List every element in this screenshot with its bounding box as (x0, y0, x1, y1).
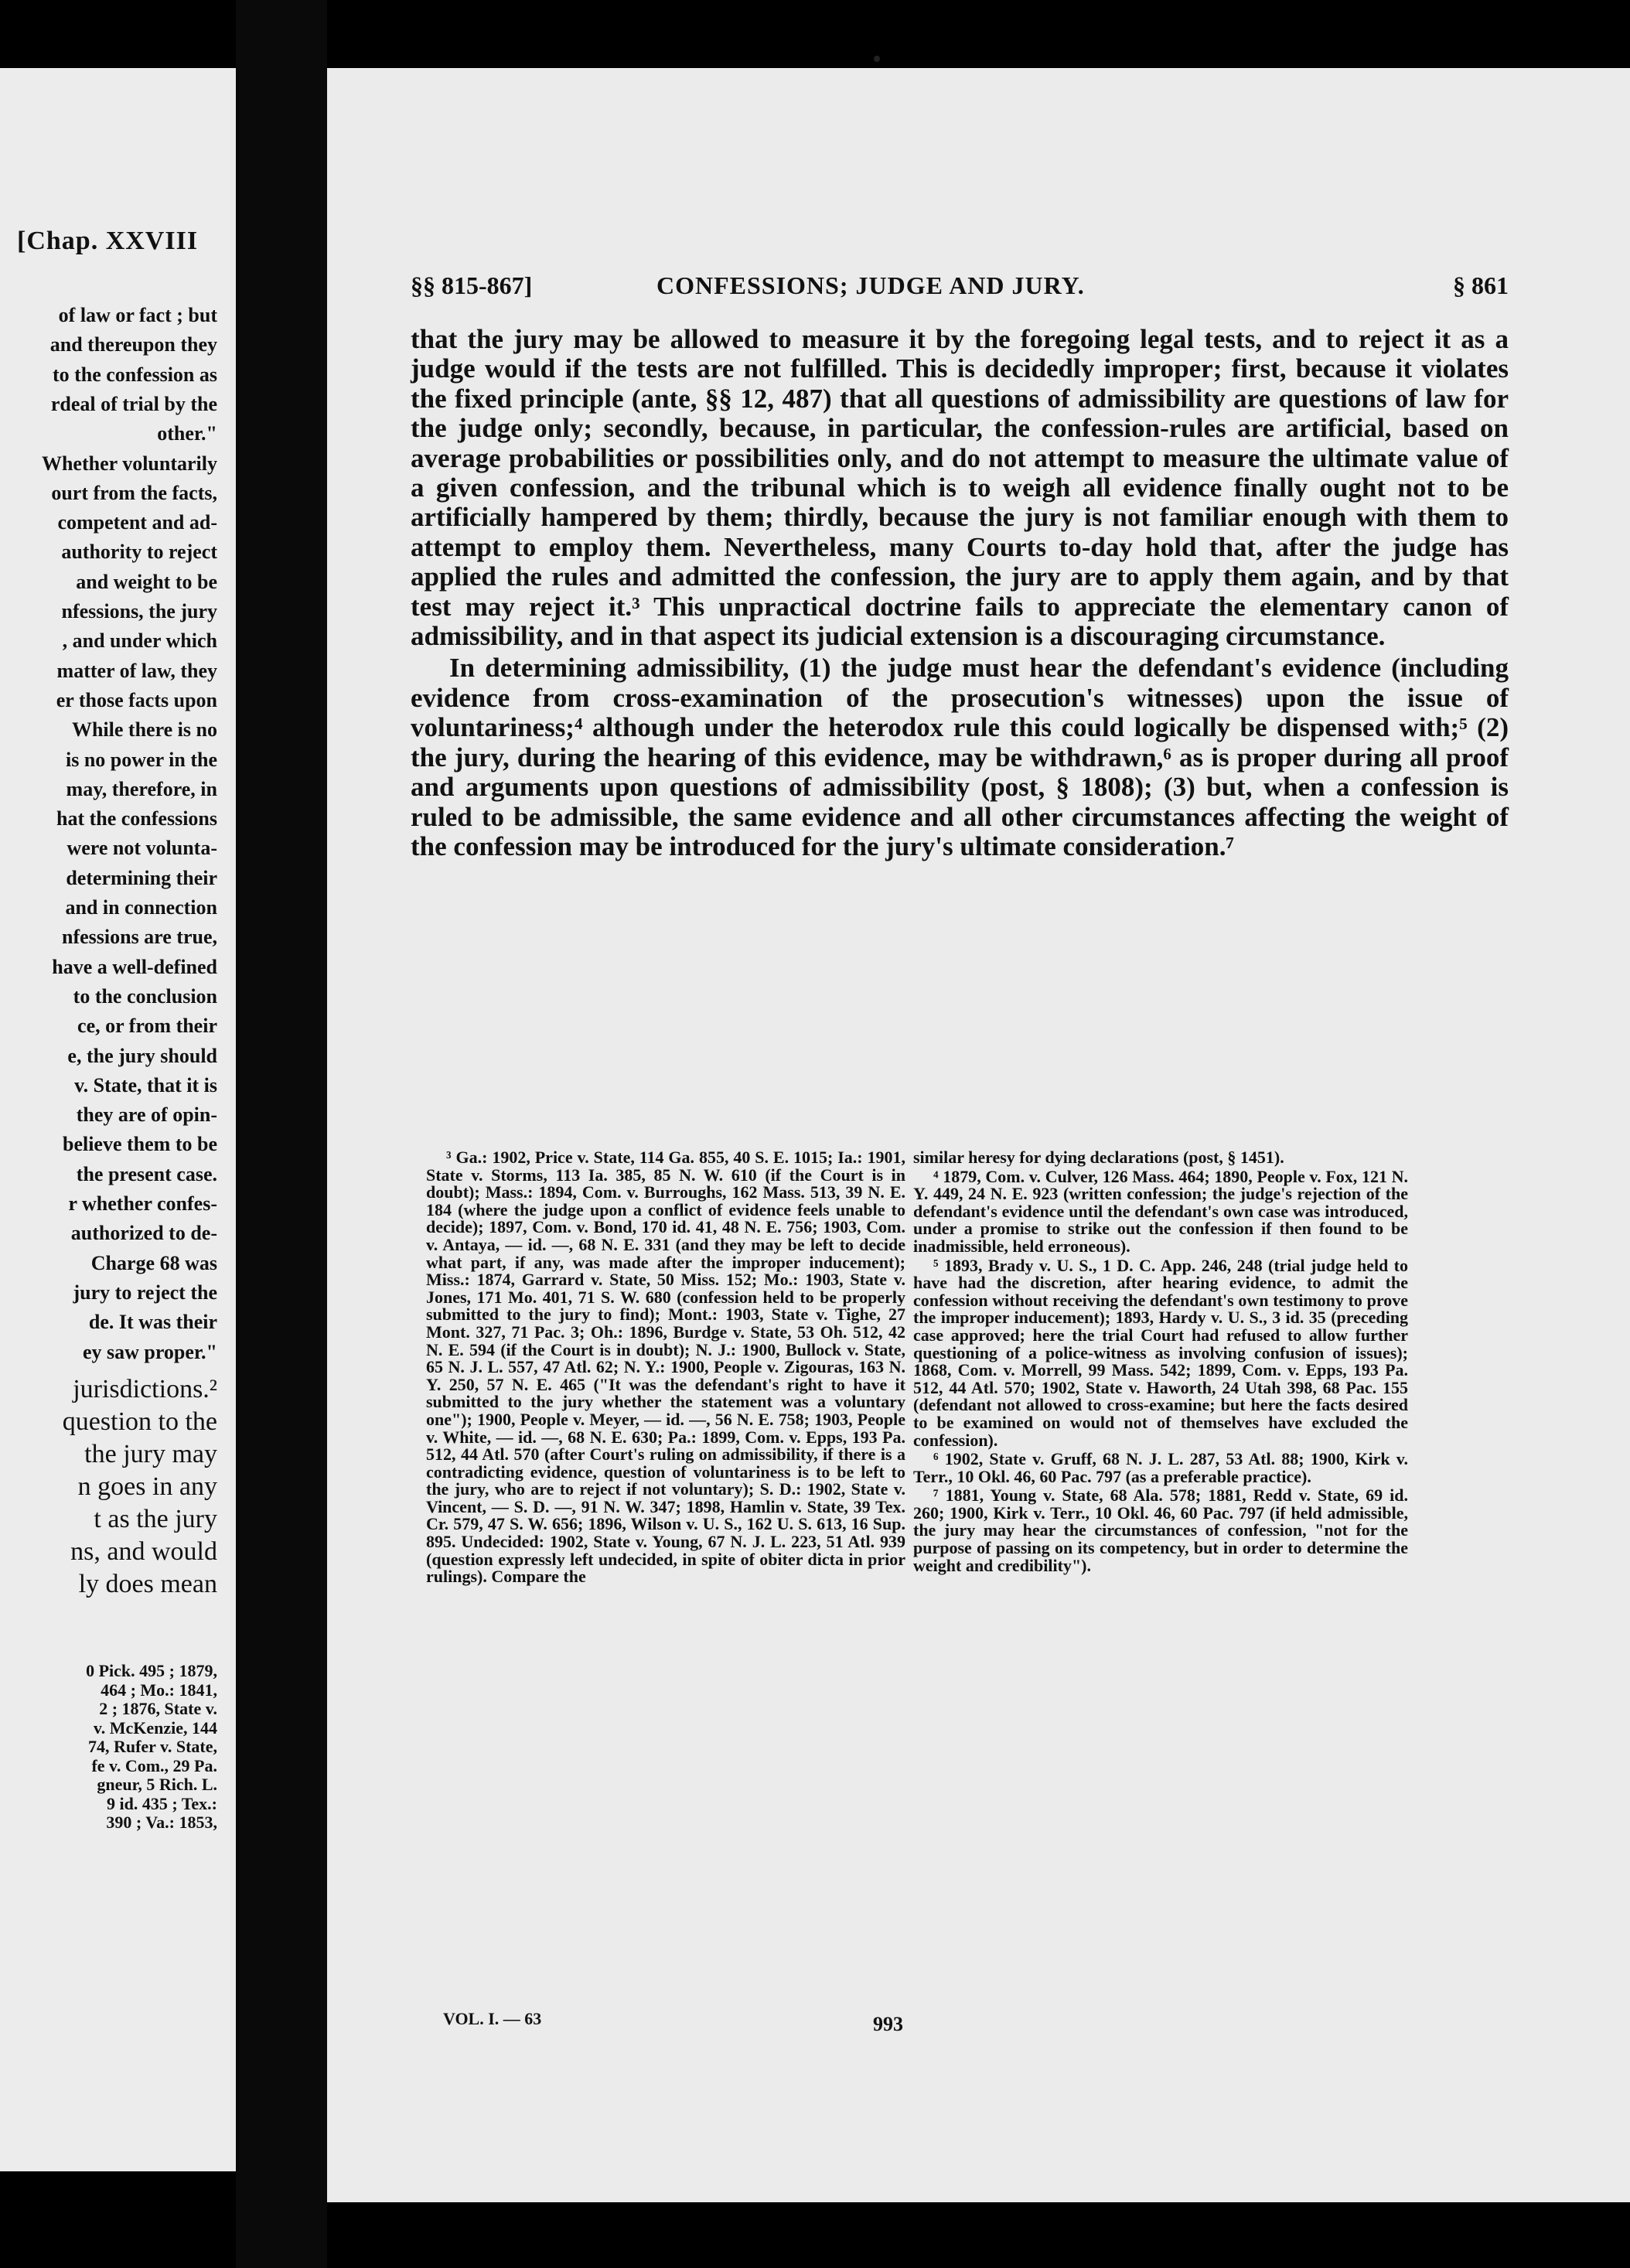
left-page-line: 74, Rufer v. State, (87, 1737, 217, 1756)
left-page-line: have a well-defined (52, 955, 217, 978)
body-paragraph: In determining admissibility, (1) the judge must hear the defendant's evidence (including evidence from cross-examination of the prosecution's witnesses) upon the issue of voluntariness;⁴ although under the heterodox rule this could logically be dispensed with;⁵ (2) the jury, during the hearing of this evidence, may be withdrawn,⁶ as is proper during all proof and arguments upon questions of admissibility (post, § 1808); (3) but, when a confession is ruled to be admissible, the same evidence and all other circumstances affecting the weight of the confession may be introduced for the jury's ultimate consideration.⁷ (411, 653, 1509, 861)
left-page-line: ns, and would (70, 1537, 217, 1566)
left-page-line: v. McKenzie, 144 (93, 1717, 217, 1738)
footnotes-column-left (426, 1149, 905, 1588)
left-page-line: de. It was their (88, 1311, 217, 1334)
left-page-line: n goes in any (77, 1472, 217, 1501)
left-page-line: matter of law, they (56, 659, 217, 682)
left-page-line: 0 Pick. 495 ; 1879, (86, 1661, 217, 1680)
left-page-line: authority to reject (61, 541, 217, 564)
left-page-line: and weight to be (76, 570, 217, 593)
main-page (327, 68, 1630, 2202)
left-page-line: the present case. (76, 1162, 217, 1185)
left-page-line: to the conclusion (73, 984, 217, 1008)
left-page-line: ly does mean (78, 1570, 217, 1598)
left-page-line: jurisdictions.² (73, 1375, 217, 1403)
left-page-line: 390 ; Va.: 1853, (106, 1813, 217, 1832)
left-page-line: r whether confes- (68, 1192, 217, 1215)
left-page-line: other." (157, 422, 217, 445)
left-page-line: Charge 68 was (90, 1251, 217, 1274)
left-page-line: of law or fact ; but (58, 304, 217, 326)
left-page-line: authorized to de- (70, 1222, 217, 1245)
left-page-line: hat the confessions (56, 807, 217, 830)
header-section-range: §§ 815-867] (411, 271, 533, 299)
left-page-line: , and under which (62, 629, 217, 653)
volume-signature: VOL. I. — 63 (443, 2009, 542, 2028)
left-page-line: question to the (62, 1407, 217, 1436)
header-section-number: § 861 (1453, 271, 1509, 299)
left-page-line: Whether voluntarily (41, 452, 217, 475)
left-page-line: and in connection (65, 896, 217, 919)
left-page-line: jury to reject the (73, 1281, 217, 1304)
left-page-line: t as the jury (94, 1505, 217, 1533)
left-page-line: and thereupon they (49, 333, 217, 356)
footnote: ⁴ 1879, Com. v. Culver, 126 Mass. 464; 1890, People v. Fox, 121 N. Y. 449, 24 N. E. 923 (written confession; the judge's rejection of the defendant's evidence until the defendant's own case was introduced, under a promise to strike out the confession if then found to be inadmissible, held erroneous). (913, 1166, 1408, 1256)
left-page-line: gneur, 5 Rich. L. (97, 1775, 217, 1794)
left-page-line: ey saw proper." (82, 1340, 217, 1363)
footnote-continuation: similar heresy for dying declarations (post, § 1451). (913, 1148, 1284, 1167)
footnotes-column-right (913, 1149, 1408, 1576)
footnote: ⁶ 1902, State v. Gruff, 68 N. J. L. 287, 53 Atl. 88; 1900, Kirk v. Terr., 10 Okl. 46, 60 Pac. 797 (as a preferable practice). (913, 1449, 1408, 1486)
footnote: ⁷ 1881, Young v. State, 68 Ala. 578; 1881, Redd v. State, 69 id. 260; 1900, Kirk v. Terr., 10 Okl. 46, 60 Pac. 797 (if held admissible, the jury may hear the circumstances of confession, "not for the purpose of passing on its competency, but in order to determine the weight and credibility"). (913, 1485, 1408, 1575)
left-page-line: 464 ; Mo.: 1841, (101, 1680, 217, 1700)
left-page-line: er those facts upon (56, 688, 217, 711)
left-page-line: ourt from the facts, (51, 481, 217, 504)
left-page-line: 2 ; 1876, State v. (99, 1699, 217, 1718)
left-page-line: rdeal of trial by the (50, 392, 217, 415)
left-page-line: nfessions are true, (61, 926, 217, 949)
header-title: CONFESSIONS; JUDGE AND JURY. (656, 271, 1085, 299)
left-page-line: were not volunta- (66, 837, 217, 860)
page-number: 993 (873, 2013, 903, 2035)
running-header (411, 271, 1509, 309)
left-page-line: they are of opin- (76, 1103, 217, 1127)
left-page-line: While there is no (71, 718, 217, 742)
left-page-line: believe them to be (62, 1133, 217, 1156)
left-page-line: is no power in the (66, 748, 217, 771)
left-page-line: 9 id. 435 ; Tex.: (106, 1793, 217, 1813)
body-paragraph: that the jury may be allowed to measure it by the foregoing legal tests, and to reject it as a judge would if the tests are not fulfilled. This is decidedly improper; first, because it violates the fixed principle (ante, §§ 12, 487) that all questions of admissibility are questions of law for the judge only; secondly, because, in particular, the confession-rules are artificial, based on average probabilities or possibilities only, and do not attempt to measure the ultimate value of a given confession, and the tribunal which is to weigh all evidence finally ought not to be artificially hampered by them; thirdly, because the jury is not familiar enough with them to attempt to employ them. Nevertheless, many Courts to-day hold that, after the judge has applied the rules and admitted the confession, the jury are to apply them again, and by that test may reject it.³ This unpractical doctrine fails to appreciate the elementary canon of admissibility, and in that aspect its judicial extension is a discouraging circumstance. (411, 324, 1509, 652)
left-page-line: nfessions, the jury (61, 600, 217, 622)
left-page-chapter-heading: [Chap. XXVIII (17, 227, 199, 255)
left-page-line: the jury may (84, 1440, 217, 1468)
left-page-fragment (0, 68, 236, 2171)
book-gutter (236, 0, 327, 2268)
left-page-line: fe v. Com., 29 Pa. (91, 1755, 217, 1775)
left-page-line: v. State, that it is (74, 1073, 217, 1096)
left-page-line: e, the jury should (67, 1044, 217, 1067)
main-body-text (411, 325, 1509, 861)
scan-speck (874, 56, 880, 62)
left-page-line: ce, or from their (77, 1015, 217, 1038)
footnote: ³ Ga.: 1902, Price v. State, 114 Ga. 855, 40 S. E. 1015; Ia.: 1901, State v. Storms, 113 Ia. 385, 85 N. W. 610 (if the Court is in doubt); Mass.: 1894, Com. v. Burroughs, 162 Mass. 513, 39 N. E. 184 (where the judge upon a conflict of evidence feels unable to decide); 1897, Com. v. Bond, 170 id. 41, 48 N. E. 756; 1903, Com. v. Antaya, — id. —, 68 N. E. 331 (and they may be left to decide what part, if any, was made after the improper inducement); Miss.: 1874, Garrard v. State, 50 Miss. 152; Mo.: 1903, State v. Jones, 171 Mo. 401, 71 S. W. 680 (confession held to be properly submitted to the jury to find); Mont.: 1903, State v. Tighe, 27 Mont. 327, 71 Pac. 3; Oh.: 1896, Burdge v. State, 53 Oh. 512, 42 N. E. 594 (if the Court is in doubt); N. J.: 1900, Bullock v. State, 65 N. J. L. 557, 47 Atl. 62; N. Y.: 1900, People v. Zigouras, 163 N. Y. 250, 57 N. E. 465 ("It was the defendant's right to have it submitted to the jury whether the statement was a voluntary one"); 1900, People v. Meyer, — id. —, 56 N. E. 758; 1903, People v. White, — id. —, 68 N. E. 630; Pa.: 1899, Com. v. Epps, 193 Pa. 512, 44 Atl. 570 (after Court's ruling on admissibility, if there is a contradicting evidence, question of voluntariness is to be left to the jury, who are to reject if not voluntary); S. D.: 1902, State v. Vincent, — S. D. —, 91 N. W. 347; 1898, Hamlin v. State, 39 Tex. Cr. 579, 47 S. W. 656; 1896, Wilson v. U. S., 162 U. S. 613, 16 Sup. 895. Undecided: 1902, State v. Young, 67 N. J. L. 223, 51 Atl. 939 (question expressly left undecided, in spite of obiter dicta in prior rulings). Compare the (426, 1148, 905, 1587)
left-page-line: determining their (66, 866, 217, 889)
left-page-line: to the confession as (52, 363, 217, 386)
footnote: ⁵ 1893, Brady v. U. S., 1 D. C. App. 246, 248 (trial judge held to have had the discretion, after hearing evidence, to admit the confession without receiving the defendant's own testimony to prove the improper inducement); 1893, Hardy v. U. S., 3 id. 35 (preceding case approved; here the trial Court had refused to allow further questioning of a police-witness as involving confusion of issues); 1868, Com. v. Morrell, 99 Mass. 542; 1899, Com. v. Epps, 193 Pa. 512, 44 Atl. 570; 1902, State v. Haworth, 24 Utah 398, 68 Pac. 155 (defendant not allowed to cross-examine; but here the facts desired to be examined on would not of themselves have excluded the confession). (913, 1255, 1408, 1450)
left-page-line: may, therefore, in (66, 777, 217, 800)
left-page-line: competent and ad- (57, 511, 217, 534)
